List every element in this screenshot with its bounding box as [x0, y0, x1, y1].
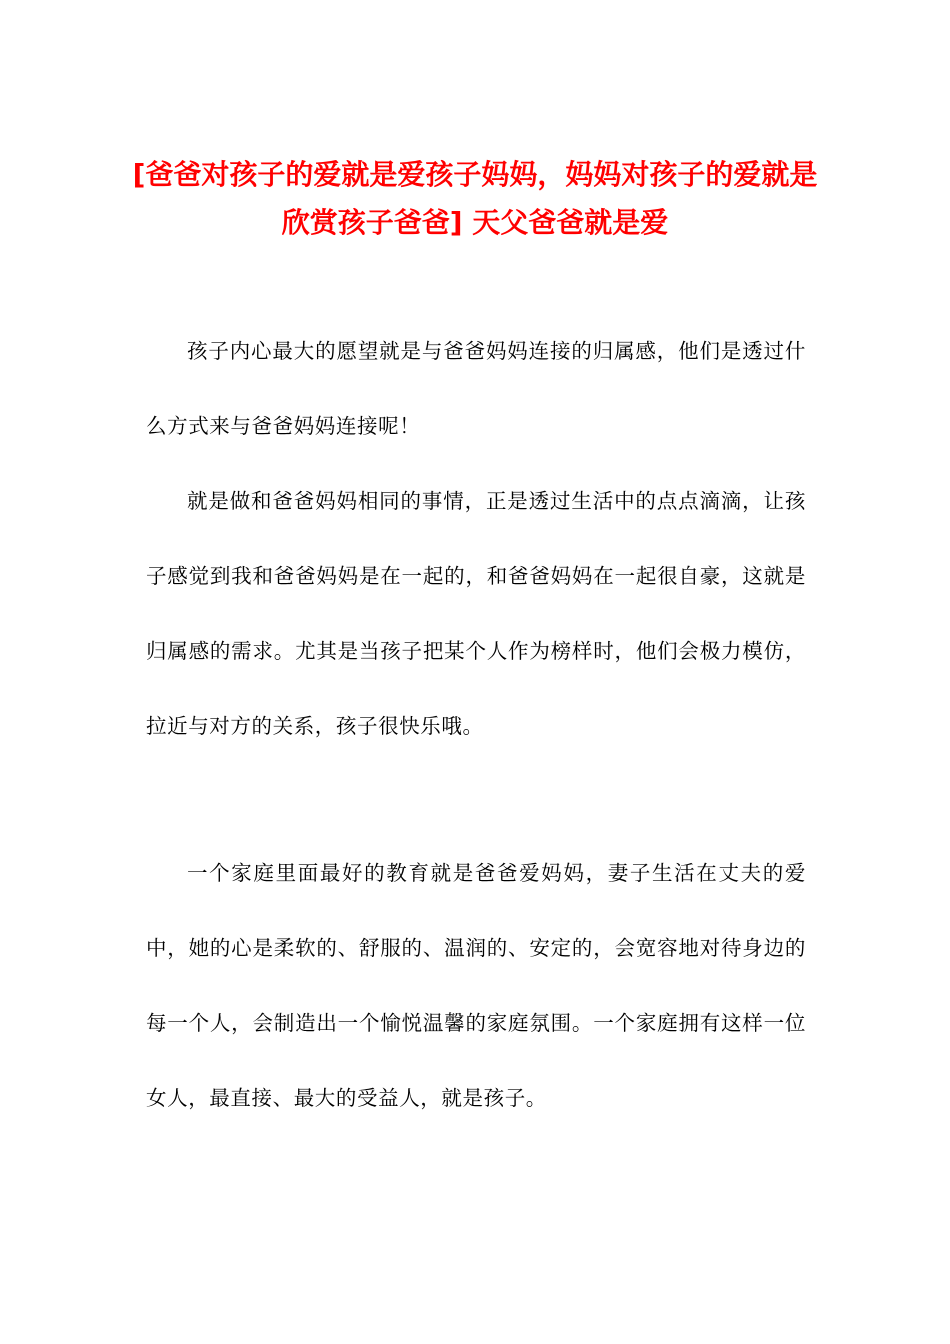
body-section-2 [146, 836, 806, 1136]
paragraph-1: 孩子内心最大的愿望就是与爸爸妈妈连接的归属感，他们是透过什么方式来与爸爸妈妈连接呢！ [146, 339, 806, 438]
paragraph-2: 就是做和爸爸妈妈相同的事情，正是透过生活中的点点滴滴，让孩子感觉到我和爸爸妈妈是在一起的，和爸爸妈妈在一起很自豪，这就是归属感的需求。尤其是当孩子把某个人作为榜样时，他们会极力模仿，拉近与对方的关系，孩子很快乐哦。 [146, 489, 806, 738]
paragraph-3: 一个家庭里面最好的教育就是爸爸爱妈妈，妻子生活在丈夫的爱中，她的心是柔软的、舒服的、温润的、安定的，会宽容地对待身边的每一个人，会制造出一个愉悦温馨的家庭氛围。一个家庭拥有这样一位女人，最直接、最大的受益人，就是孩子。 [146, 861, 806, 1110]
document-title: [爸爸对孩子的爱就是爱孩子妈妈，妈妈对孩子的爱就是欣赏孩子爸爸] 天父爸爸就是爱 [132, 158, 818, 239]
body-section-1 [146, 314, 806, 764]
